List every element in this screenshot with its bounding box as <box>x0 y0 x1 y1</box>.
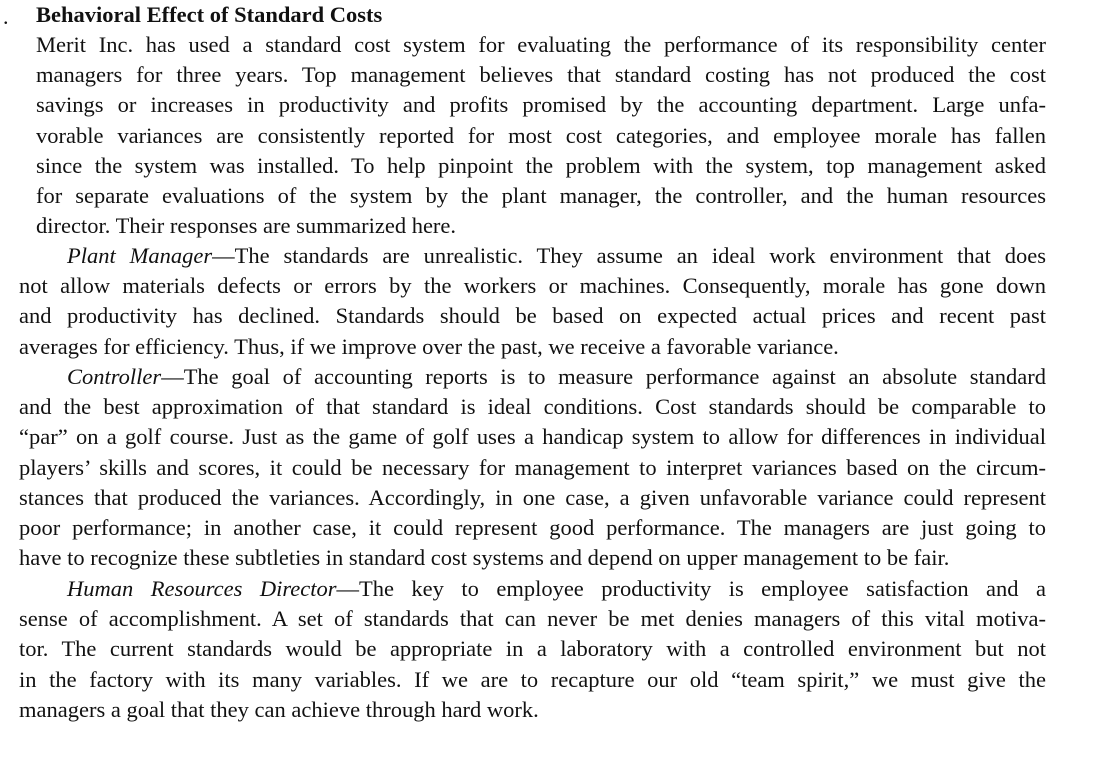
controller-first-line <box>19 362 1046 392</box>
plant-manager-line: not allow materials defects or errors by the workers or machines. Consequently, morale has gone down <box>19 273 1046 299</box>
intro-line: director. Their responses are summarized here. <box>36 213 457 239</box>
plant-manager-paragraph <box>19 241 1046 362</box>
list-bullet-mark: . <box>3 4 9 29</box>
plant-manager-first-text: —The standards are unrealistic. They assume an ideal work environment that does <box>212 243 1046 268</box>
hr-director-role: Human Resources Director <box>67 576 337 601</box>
controller-role: Controller <box>67 364 162 389</box>
intro-line: vorable variances are consistently reported for most cost categories, and employee morale has fallen <box>36 122 1046 148</box>
controller-line: players’ skills and scores, it could be necessary for management to interpret variances based on the circum- <box>19 454 1046 480</box>
controller-line: stances that produced the variances. Accordingly, in one case, a given unfavorable variance could represent <box>19 484 1046 510</box>
hr-director-first-text: —The key to employee productivity is employee satisfaction and a <box>336 576 1046 601</box>
controller-line: poor performance; in another case, it could represent good performance. The managers are just going to <box>19 515 1046 541</box>
controller-paragraph <box>19 362 1046 573</box>
controller-line: have to recognize these subtleties in standard cost systems and depend on upper management to be fair. <box>19 545 950 571</box>
hr-director-first-line <box>19 574 1046 604</box>
intro-line: Merit Inc. has used a standard cost system for evaluating the performance of its responsibility center <box>36 32 1046 57</box>
plant-manager-role: Plant Manager <box>67 243 213 268</box>
hr-director-paragraph <box>19 574 1046 725</box>
hr-director-line: managers a goal that they can achieve through hard work. <box>19 696 539 722</box>
controller-line: and the best approximation of that standard is ideal conditions. Cost standards should be comparable to <box>19 394 1046 420</box>
section-title: Behavioral Effect of Standard Costs <box>36 2 383 27</box>
plant-manager-first-line <box>19 241 1046 271</box>
intro-line: savings or increases in productivity and profits promised by the accounting department. Large unfa- <box>36 92 1046 118</box>
plant-manager-line: averages for efficiency. Thus, if we improve over the past, we receive a favorable variance. <box>19 333 839 359</box>
intro-line: since the system was installed. To help pinpoint the problem with the system, top management asked <box>36 152 1046 178</box>
hr-director-line: tor. The current standards would be appropriate in a laboratory with a controlled environment but not <box>19 636 1046 662</box>
intro-line: managers for three years. Top management believes that standard costing has not produced the cost <box>36 62 1046 88</box>
controller-first-text: —The goal of accounting reports is to measure performance against an absolute standard <box>161 364 1046 389</box>
intro-line: for separate evaluations of the system by the plant manager, the controller, and the human resources <box>36 183 1046 209</box>
controller-line: “par” on a golf course. Just as the game of golf uses a handicap system to allow for differences in individual <box>19 424 1046 450</box>
hr-director-line: in the factory with its many variables. If we are to recapture our old “team spirit,” we must give the <box>19 666 1046 692</box>
plant-manager-line: and productivity has declined. Standards should be based on expected actual prices and recent past <box>19 303 1046 329</box>
intro-paragraph <box>36 30 1046 241</box>
hr-director-line: sense of accomplishment. A set of standards that can never be met denies managers of this vital motiva- <box>19 606 1046 632</box>
